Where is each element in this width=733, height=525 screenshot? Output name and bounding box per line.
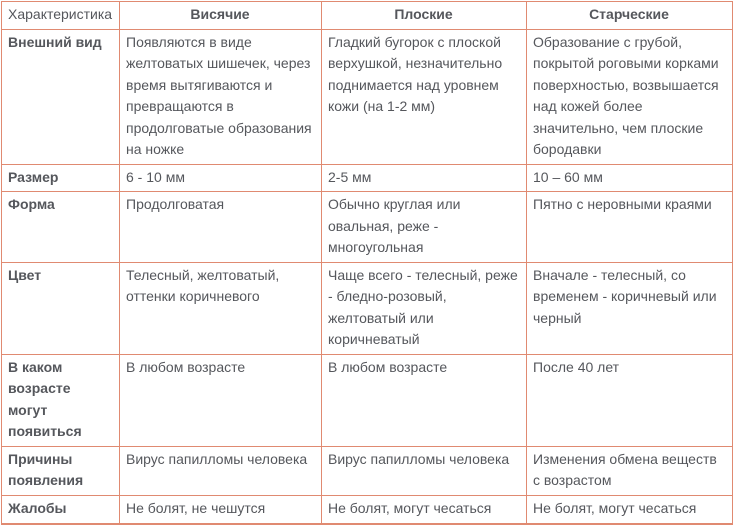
table-row-age [2,354,733,446]
cell-appearance-flat: Гладкий бугорок с плоской верхушкой, незначительно поднимается над уровнем кожи (на 1-2 мм) [322,29,527,164]
row-label-appearance: Внешний вид [2,29,120,164]
cell-age-flat: В любом возрасте [322,354,527,446]
row-label-shape: Форма [2,192,120,263]
row-label-size: Размер [2,164,120,192]
row-label-color: Цвет [2,262,120,354]
cell-shape-senile: Пятно с неровными краями [527,192,733,263]
cell-color-hanging: Телесный, желтоватый, оттенки коричневого [120,262,322,354]
table-row-appearance [2,29,733,164]
cell-age-senile: После 40 лет [527,354,733,446]
table-row-size [2,164,733,192]
table-row-complaints [2,495,733,524]
cell-size-flat: 2-5 мм [322,164,527,192]
column-header-senile: Старческие [527,2,733,30]
cell-size-senile: 10 – 60 мм [527,164,733,192]
cell-complaints-senile: Не болят, могут чесаться [527,495,733,524]
cell-complaints-flat: Не болят, могут чесаться [322,495,527,524]
row-label-age: В каком возрасте могут появиться [2,354,120,446]
cell-cause-senile: Изменения обмена веществ с возрастом [527,446,733,495]
warts-comparison-table [1,1,733,525]
cell-size-hanging: 6 - 10 мм [120,164,322,192]
cell-shape-flat: Обычно круглая или овальная, реже - многоугольная [322,192,527,263]
table-row-color [2,262,733,354]
cell-appearance-hanging: Появляются в виде желтоватых шишечек, через время вытягиваются и превращаются в продолговатые образования на ножке [120,29,322,164]
cell-cause-flat: Вирус папилломы человека [322,446,527,495]
cell-cause-hanging: Вирус папилломы человека [120,446,322,495]
table-row-shape [2,192,733,263]
row-label-complaints: Жалобы [2,495,120,524]
cell-age-hanging: В любом возрасте [120,354,322,446]
cell-complaints-hanging: Не болят, не чешутся [120,495,322,524]
cell-appearance-senile: Образование с грубой, покрытой роговыми корками поверхностью, возвышается над кожей более значительно, чем плоские бородавки [527,29,733,164]
table-header-row [2,2,733,30]
column-header-flat: Плоские [322,2,527,30]
column-header-hanging: Висячие [120,2,322,30]
corner-header-characteristic: Характеристика [2,2,120,30]
cell-shape-hanging: Продолговатая [120,192,322,263]
cell-color-flat: Чаще всего - телесный, реже - бледно-розовый, желтоватый или коричневатый [322,262,527,354]
row-label-cause: Причины появления [2,446,120,495]
cell-color-senile: Вначале - телесный, со временем - коричневый или черный [527,262,733,354]
